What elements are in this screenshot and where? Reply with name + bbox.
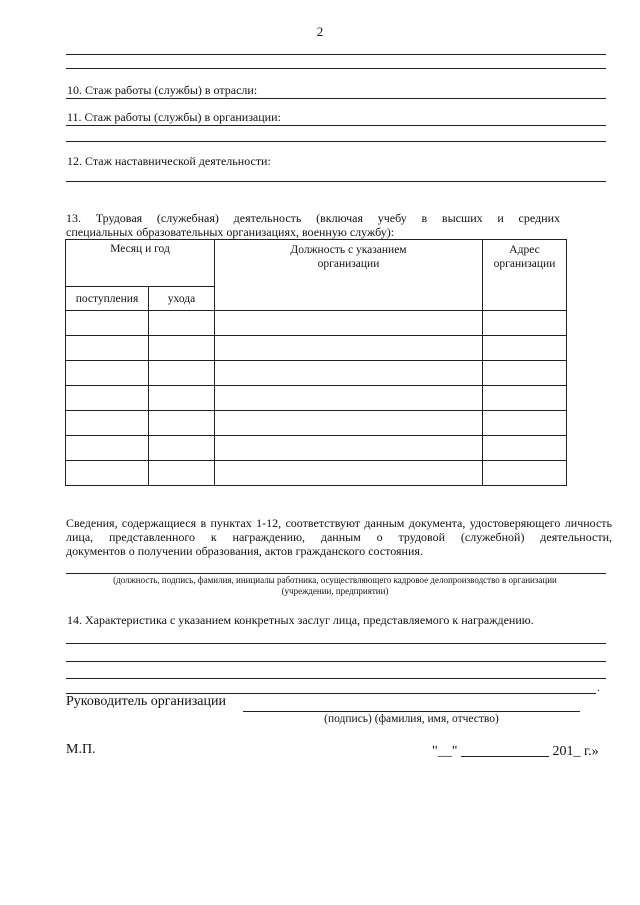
item-12-fill-line[interactable] xyxy=(66,181,606,182)
top-rule-lower xyxy=(66,68,606,69)
work-history-table xyxy=(65,239,567,486)
header-position xyxy=(215,240,483,311)
table-row xyxy=(66,436,567,461)
signature-line[interactable] xyxy=(243,711,580,712)
table-cell[interactable] xyxy=(149,386,215,411)
verification-line-1: Сведения, содержащиеся в пунктах 1-12, соответствуют данным документа, удостоверяющего xyxy=(66,516,561,530)
date-quote-close: " xyxy=(451,744,458,759)
table-row xyxy=(66,461,567,486)
date-field xyxy=(432,742,599,760)
table-cell[interactable] xyxy=(149,461,215,486)
header-address-line-1: Адрес xyxy=(509,244,540,256)
item-14-line-1[interactable] xyxy=(66,643,606,644)
header-address xyxy=(483,240,567,311)
item-13-line-2: специальных образовательных организациях, военную службу): xyxy=(66,225,395,239)
table-cell[interactable] xyxy=(215,361,483,386)
table-row xyxy=(66,386,567,411)
table-cell[interactable] xyxy=(215,386,483,411)
item-11-label: 11. Стаж работы (службы) в организации: xyxy=(67,110,281,124)
item-11-fill-line[interactable] xyxy=(66,125,606,126)
header-address-line-2: организации xyxy=(493,258,556,270)
item-13-text xyxy=(66,211,560,239)
hr-officer-signature-line[interactable] xyxy=(66,573,606,574)
item-14-line-3[interactable] xyxy=(66,678,606,679)
table-cell[interactable] xyxy=(483,361,567,386)
subheader-entry-label: поступления xyxy=(75,292,139,305)
table-cell[interactable] xyxy=(483,461,567,486)
table-row xyxy=(66,411,567,436)
table-cell[interactable] xyxy=(483,436,567,461)
date-quote-open: " xyxy=(432,744,438,759)
date-day-blank[interactable]: __ xyxy=(437,744,452,759)
date-year: 201_ г.» xyxy=(552,744,599,759)
top-rule xyxy=(66,54,606,55)
item-12-label: 12. Стаж наставнической деятельности: xyxy=(67,154,271,168)
table-cell[interactable] xyxy=(149,361,215,386)
table-cell[interactable] xyxy=(483,386,567,411)
subheader-entry xyxy=(66,287,149,311)
table-cell[interactable] xyxy=(149,436,215,461)
item-10-fill-line[interactable] xyxy=(66,98,606,99)
table-cell[interactable] xyxy=(215,311,483,336)
table-cell[interactable] xyxy=(66,411,149,436)
table-cell[interactable] xyxy=(66,361,149,386)
verification-text xyxy=(66,516,612,558)
signature-label: Руководитель организации xyxy=(66,694,226,709)
hr-officer-caption-line-1: (должность, подпись, фамилия, инициалы работника, осуществляющего кадровое делопроизводство в организации xyxy=(113,575,557,585)
item-11-rule-lower xyxy=(66,141,606,142)
header-position-line-1: Должность с указанием xyxy=(290,244,407,256)
subheader-exit xyxy=(149,287,215,311)
verification-line-3: документов о получении образования, актов гражданского состояния. xyxy=(66,544,423,558)
hr-officer-caption-line-2: (учреждении, предприятии) xyxy=(281,586,389,596)
table-cell[interactable] xyxy=(66,436,149,461)
item-14-end-period: . xyxy=(597,680,600,694)
date-month-blank[interactable] xyxy=(461,742,549,757)
table-cell[interactable] xyxy=(66,386,149,411)
table-row xyxy=(66,311,567,336)
table-cell[interactable] xyxy=(66,311,149,336)
item-14-label: 14. Характеристика с указанием конкретных заслуг лица, представляемого к награждению. xyxy=(67,613,534,627)
subheader-exit-label: ухода xyxy=(167,292,196,305)
page-number: 2 xyxy=(316,24,324,39)
table-row xyxy=(66,361,567,386)
verification-line-2: личность лица, представленного к награждению, данным о трудовой (служебной) деятельности, xyxy=(66,516,612,544)
table-cell[interactable] xyxy=(149,311,215,336)
table-cell[interactable] xyxy=(483,411,567,436)
item-14-line-2[interactable] xyxy=(66,661,606,662)
table-cell[interactable] xyxy=(149,336,215,361)
table-row xyxy=(66,336,567,361)
signature-caption: (подпись) (фамилия, имя, отчество) xyxy=(324,713,499,725)
table-cell[interactable] xyxy=(66,336,149,361)
table-cell[interactable] xyxy=(215,436,483,461)
header-month-year xyxy=(66,240,215,287)
table-cell[interactable] xyxy=(483,311,567,336)
table-cell[interactable] xyxy=(215,336,483,361)
hr-officer-caption xyxy=(50,575,620,597)
table-cell[interactable] xyxy=(483,336,567,361)
table-cell[interactable] xyxy=(149,411,215,436)
header-month-year-label: Месяц и год xyxy=(110,243,170,255)
item-13-line-1: 13. Трудовая (служебная) деятельность (включая учебу в высших и средних xyxy=(66,211,560,225)
header-position-line-2: организации xyxy=(317,258,380,270)
table-cell[interactable] xyxy=(215,461,483,486)
table-cell[interactable] xyxy=(66,461,149,486)
table-cell[interactable] xyxy=(215,411,483,436)
item-10-label: 10. Стаж работы (службы) в отрасли: xyxy=(67,83,258,97)
stamp-label: М.П. xyxy=(66,742,96,757)
